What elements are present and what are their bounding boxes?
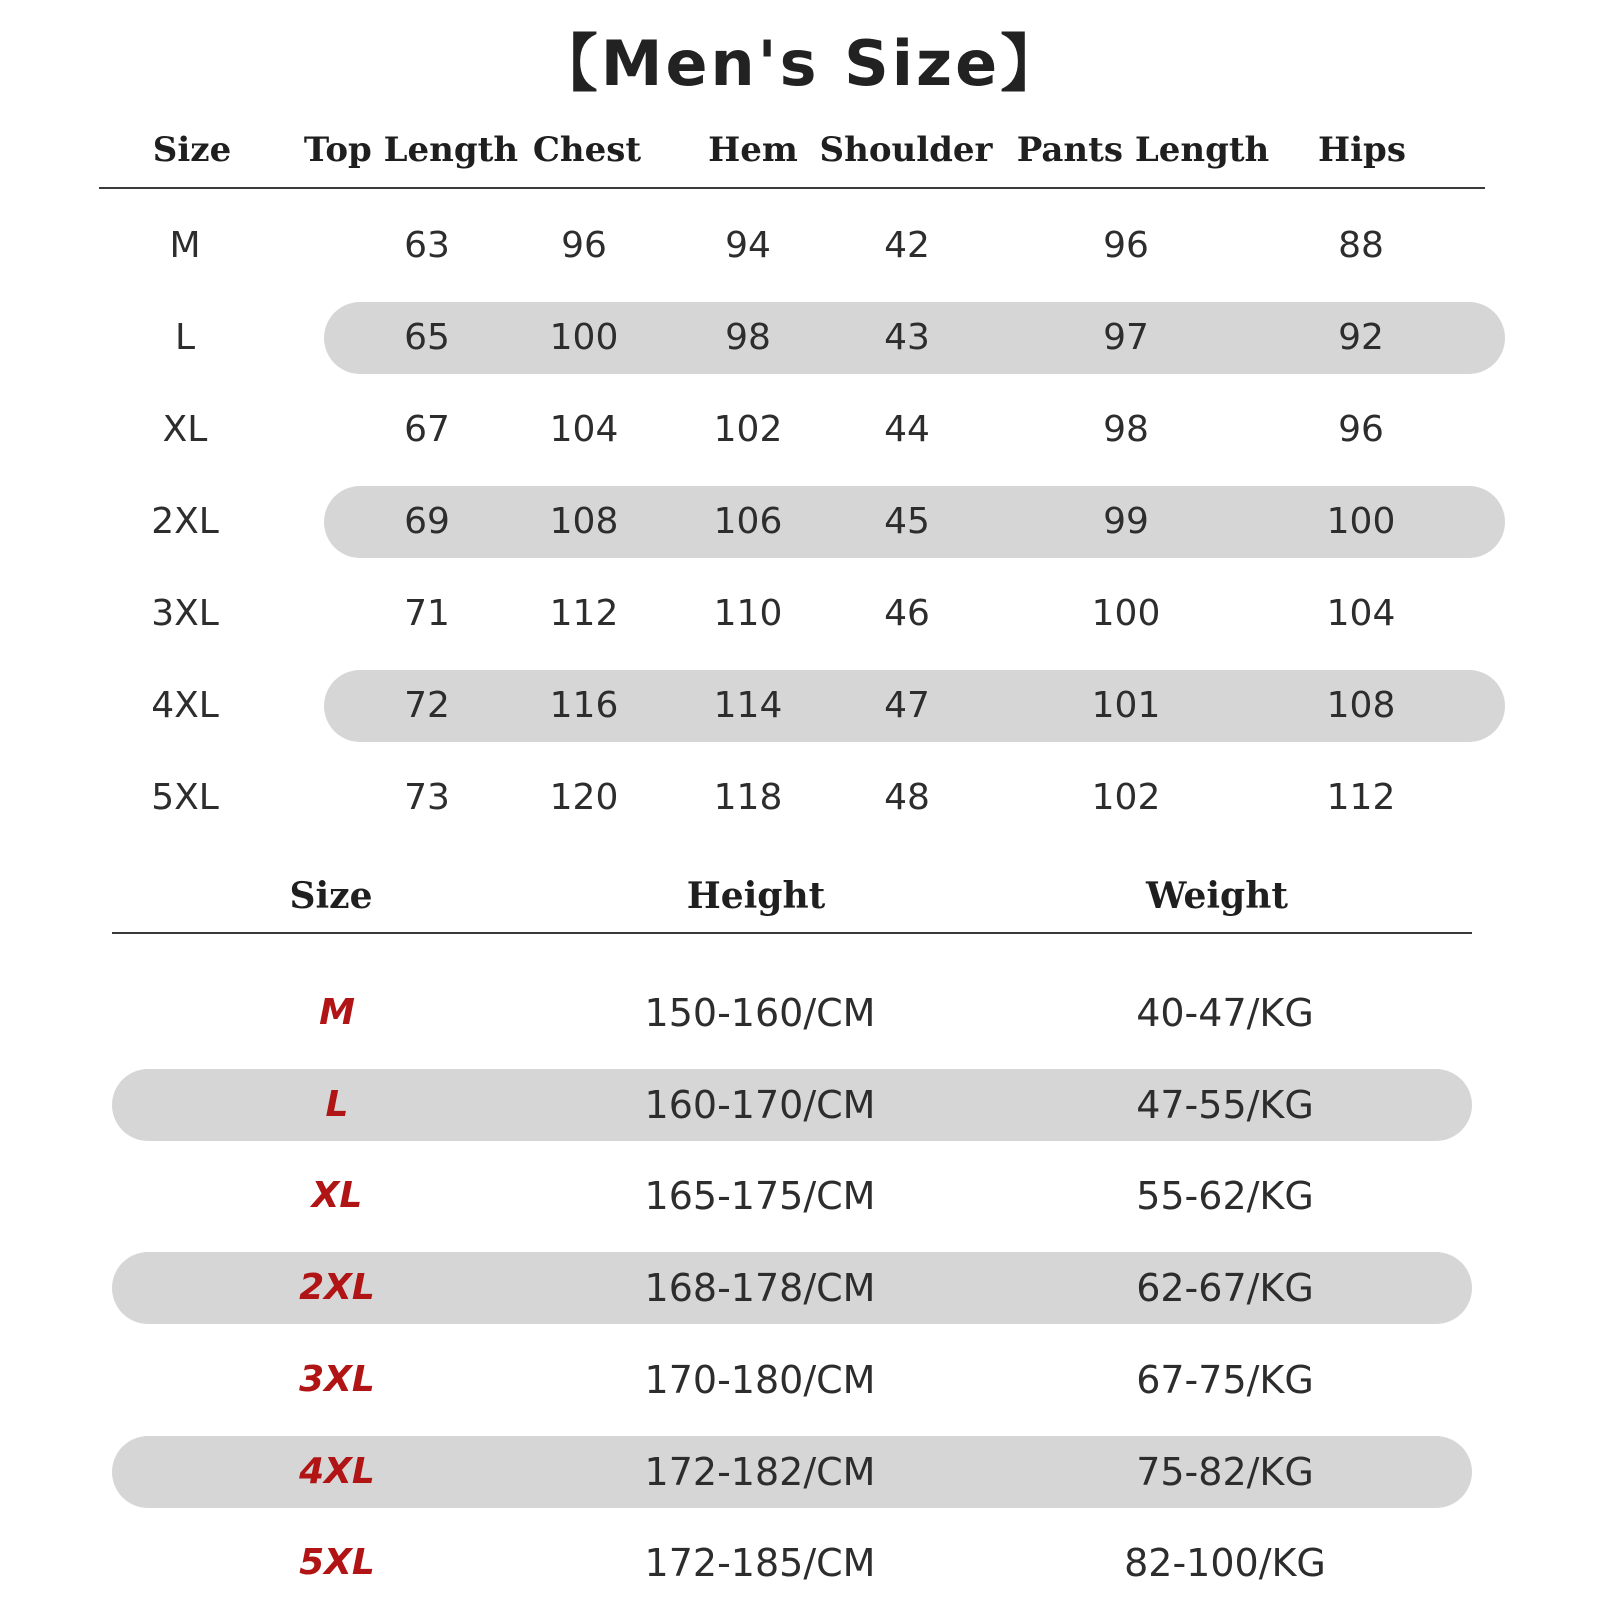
measurement-cell-pants-length: 96: [1103, 225, 1149, 266]
recommendation-cell-weight: 67-75/KG: [1136, 1358, 1314, 1402]
measurements-header-rule: [99, 187, 1485, 189]
measurement-cell-shoulder: 47: [884, 685, 930, 726]
measurement-cell-shoulder: 42: [884, 225, 930, 266]
recommendation-cell-weight: 47-55/KG: [1136, 1083, 1314, 1127]
measurement-cell-hips: 92: [1338, 317, 1384, 358]
measurement-cell-hips: 100: [1326, 501, 1396, 542]
measurement-cell-size: 2XL: [151, 501, 219, 542]
measurement-cell-hem: 118: [713, 777, 783, 818]
measurement-cell-top-length: 73: [404, 777, 450, 818]
measurement-cell-size: 3XL: [151, 593, 219, 634]
recommendation-cell-weight: 75-82/KG: [1136, 1450, 1314, 1494]
recommendation-cell-weight: 62-67/KG: [1136, 1266, 1314, 1310]
measurement-cell-size: 5XL: [151, 777, 219, 818]
measurement-cell-hem: 98: [725, 317, 771, 358]
recommendation-header-rule: [112, 932, 1472, 934]
measurement-cell-pants-length: 99: [1103, 501, 1149, 542]
measurement-cell-size: 4XL: [151, 685, 219, 726]
measurement-cell-top-length: 65: [404, 317, 450, 358]
recommendation-cell-size: XL: [311, 1175, 363, 1216]
recommendation-cell-height: 168-178/CM: [644, 1266, 876, 1310]
measurement-cell-pants-length: 101: [1091, 685, 1161, 726]
measurement-cell-chest: 112: [549, 593, 619, 634]
measurement-cell-pants-length: 97: [1103, 317, 1149, 358]
recommendation-cell-weight: 55-62/KG: [1136, 1174, 1314, 1218]
measurement-cell-shoulder: 44: [884, 409, 930, 450]
recommendation-cell-height: 172-182/CM: [644, 1450, 876, 1494]
recommendation-cell-size: 4XL: [299, 1451, 375, 1492]
measurement-cell-hips: 112: [1326, 777, 1396, 818]
measurement-cell-chest: 104: [549, 409, 619, 450]
measurement-cell-chest: 100: [549, 317, 619, 358]
recommendation-cell-weight: 40-47/KG: [1136, 991, 1314, 1035]
header-hips: Hips: [1318, 130, 1406, 170]
measurement-cell-hips: 96: [1338, 409, 1384, 450]
page-title: 【Men's Size】: [535, 27, 1066, 100]
header-pants-length: Pants Length: [1016, 130, 1270, 170]
measurement-cell-size: XL: [162, 409, 208, 450]
header-chest: Chest: [532, 130, 642, 170]
header-hem: Hem: [708, 130, 798, 170]
recommendation-cell-size: 3XL: [299, 1359, 375, 1400]
header-weight: Weight: [1145, 875, 1289, 917]
measurement-cell-size: M: [169, 225, 201, 266]
recommendation-cell-height: 170-180/CM: [644, 1358, 876, 1402]
recommendation-cell-size: 2XL: [299, 1267, 375, 1308]
measurement-cell-hem: 110: [713, 593, 783, 634]
measurement-cell-shoulder: 43: [884, 317, 930, 358]
measurement-cell-top-length: 69: [404, 501, 450, 542]
recommendation-cell-height: 150-160/CM: [644, 991, 876, 1035]
measurement-cell-hem: 102: [713, 409, 783, 450]
recommendation-cell-size: M: [319, 992, 355, 1033]
measurement-cell-hips: 108: [1326, 685, 1396, 726]
measurement-cell-chest: 96: [561, 225, 607, 266]
measurement-cell-hem: 106: [713, 501, 783, 542]
recommendation-cell-height: 165-175/CM: [644, 1174, 876, 1218]
recommendation-cell-weight: 82-100/KG: [1124, 1541, 1326, 1585]
measurement-cell-pants-length: 98: [1103, 409, 1149, 450]
measurement-cell-top-length: 67: [404, 409, 450, 450]
header-size: Size: [289, 875, 373, 917]
measurement-cell-pants-length: 102: [1091, 777, 1161, 818]
recommendation-cell-height: 160-170/CM: [644, 1083, 876, 1127]
measurement-cell-hips: 88: [1338, 225, 1384, 266]
measurement-cell-top-length: 72: [404, 685, 450, 726]
recommendation-cell-size: L: [325, 1084, 349, 1125]
measurement-cell-chest: 120: [549, 777, 619, 818]
measurement-cell-chest: 108: [549, 501, 619, 542]
measurement-cell-top-length: 63: [404, 225, 450, 266]
measurement-cell-shoulder: 45: [884, 501, 930, 542]
header-size: Size: [152, 130, 232, 170]
recommendation-cell-height: 172-185/CM: [644, 1541, 876, 1585]
measurement-cell-shoulder: 48: [884, 777, 930, 818]
header-height: Height: [686, 875, 826, 917]
header-top-length: Top Length: [303, 130, 519, 170]
header-shoulder: Shoulder: [819, 130, 993, 170]
measurement-cell-hips: 104: [1326, 593, 1396, 634]
measurement-cell-hem: 114: [713, 685, 783, 726]
recommendation-cell-size: 5XL: [299, 1542, 375, 1583]
measurement-cell-pants-length: 100: [1091, 593, 1161, 634]
measurement-cell-size: L: [174, 317, 196, 358]
measurement-cell-shoulder: 46: [884, 593, 930, 634]
measurement-cell-hem: 94: [725, 225, 771, 266]
measurement-cell-top-length: 71: [404, 593, 450, 634]
measurement-cell-chest: 116: [549, 685, 619, 726]
